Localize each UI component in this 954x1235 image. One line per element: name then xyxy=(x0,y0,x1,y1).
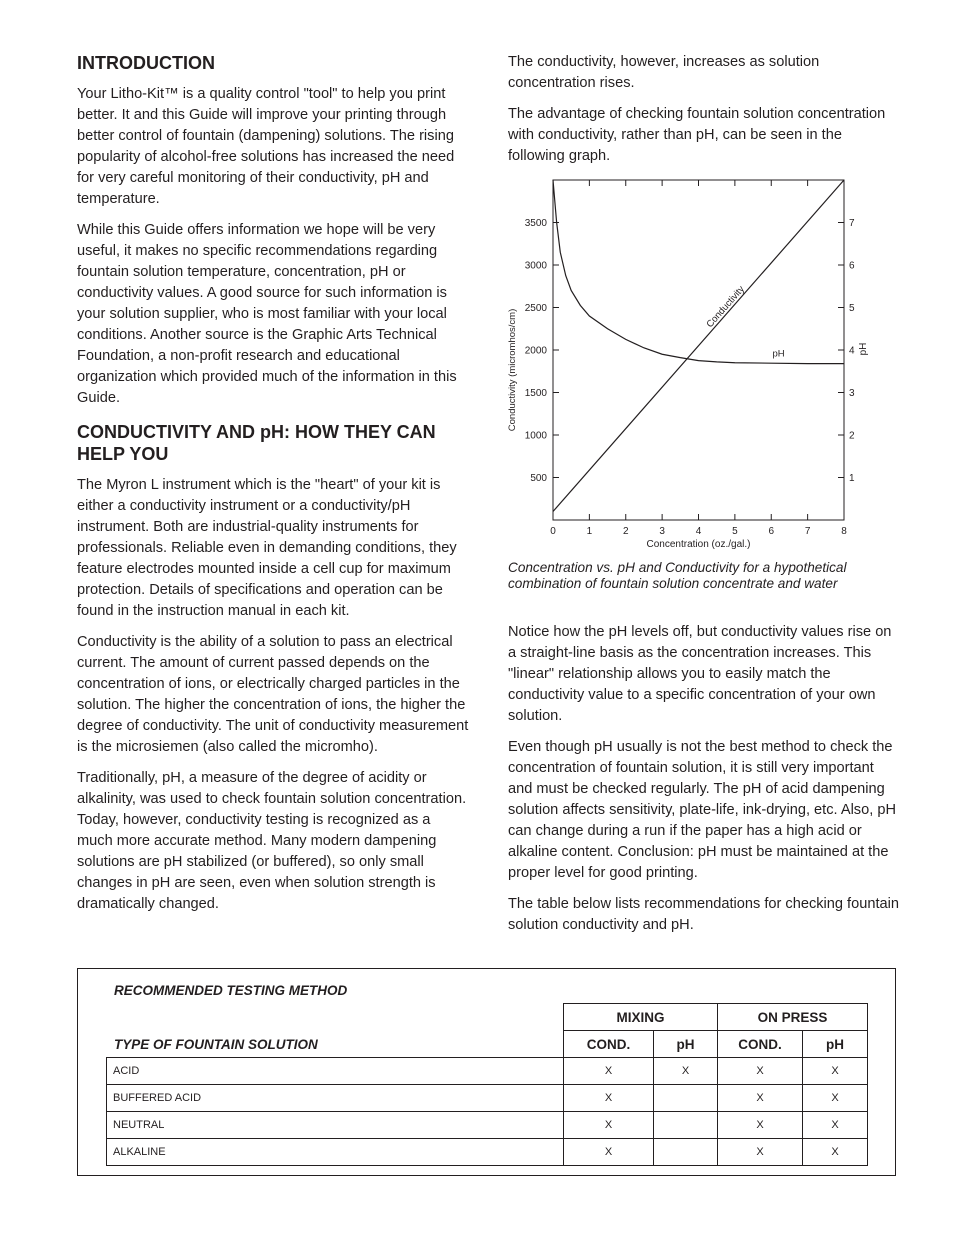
x-axis-label: Concentration (oz./gal.) xyxy=(646,539,751,550)
cell-mix-cond: X xyxy=(564,1085,654,1112)
x-tick-label: 1 xyxy=(586,526,593,537)
cell-press-cond: X xyxy=(718,1085,803,1112)
table-row xyxy=(107,1112,868,1139)
x-tick-label: 0 xyxy=(550,526,556,537)
chart-ticks xyxy=(553,180,844,520)
y2-axis-label: pH xyxy=(858,342,869,356)
right-column-upper xyxy=(508,52,900,177)
table-row xyxy=(107,1139,868,1166)
series-conductivity-line xyxy=(553,180,844,512)
cell-mix-cond: X xyxy=(564,1058,654,1085)
chart-series xyxy=(553,180,844,512)
cell-mix-ph: X xyxy=(654,1058,718,1085)
x-tick-label: 8 xyxy=(841,526,847,537)
row-label: BUFFERED ACID xyxy=(107,1085,564,1112)
right-paragraph-4: Even though pH usually is not the best method to check the concentration of fountain solution, it is still very important and must be checked regularly. The pH of acid dampening solution affects sensitivity, plate-life, ink-drying, etc. Also, pH can change during a run if the paper has a high acid or alkaline content. Conclusion: pH must be maintained at the proper level for good printing. xyxy=(508,739,896,881)
right-paragraph-5: The table below lists recommendations for checking fountain solution conductivity and pH. xyxy=(508,896,899,933)
series-ph-line xyxy=(553,180,844,364)
left-column xyxy=(77,52,469,925)
cell-mix-ph xyxy=(654,1112,718,1139)
x-tick-label: 3 xyxy=(659,526,665,537)
right-paragraph-2: The advantage of checking fountain solution concentration with conductivity, rather than pH, can be seen in the following graph. xyxy=(508,106,886,164)
x-tick-label: 2 xyxy=(622,526,629,537)
col-press-ph: pH xyxy=(803,1031,868,1058)
x-tick-label: 7 xyxy=(804,526,811,537)
y-tick-label: 1500 xyxy=(524,388,547,399)
col-mixing-cond: COND. xyxy=(564,1031,654,1058)
chart-axes xyxy=(553,180,844,520)
y-tick-label: 2000 xyxy=(524,345,547,357)
cell-mix-cond: X xyxy=(564,1112,654,1139)
y-tick-label: 3000 xyxy=(524,260,547,272)
conductivity-paragraph-2: Conductivity is the ability of a solution to pass an electrical current. The amount of current passed depends on the concentration of ions, or electrically charged particles in the solution. The higher the concentration of ions, the higher the degree of conductivity. The unit of conductivity measurement is the microsiemen (also called the micromho). xyxy=(77,634,469,755)
y-axis-label: Conductivity (micromhos/cm) xyxy=(507,308,518,432)
series-conductivity-label: Conductivity xyxy=(704,283,747,331)
cell-press-cond: X xyxy=(718,1058,803,1085)
table-grid xyxy=(106,1003,868,1166)
cell-press-ph: X xyxy=(803,1112,868,1139)
plot-frame xyxy=(553,180,844,520)
row-label: NEUTRAL xyxy=(107,1112,564,1139)
intro-heading: INTRODUCTION xyxy=(77,53,215,73)
cell-press-ph: X xyxy=(803,1085,868,1112)
right-column-lower xyxy=(508,622,900,946)
intro-paragraph-1: Your Litho-Kit™ is a quality control "tool" to help you print better. It and this Guide will improve your printing through better control of fountain (dampening) solutions. The rising popularity of alcohol-free solutions has increased the need for very careful monitoring of their conductivity, pH and temperature. xyxy=(77,86,455,207)
col-press-cond: COND. xyxy=(718,1031,803,1058)
x-tick-label: 5 xyxy=(732,526,738,537)
table-row xyxy=(107,1085,868,1112)
right-paragraph-1: The conductivity, however, increases as solution concentration rises. xyxy=(508,54,820,91)
y-tick-label: 3500 xyxy=(524,218,547,229)
group-mixing: MIXING xyxy=(564,1004,718,1031)
table-type-label: TYPE OF FOUNTAIN SOLUTION xyxy=(114,1037,318,1052)
cell-press-ph: X xyxy=(803,1139,868,1166)
chart-caption: Concentration vs. pH and Conductivity for a hypothetical combination of fountain solution concentrate and water xyxy=(508,560,847,591)
cell-mix-cond: X xyxy=(564,1139,654,1166)
concentration-chart xyxy=(505,172,875,552)
y2-tick-label: 1 xyxy=(849,473,855,484)
conductivity-paragraph-1: The Myron L instrument which is the "heart" of your kit is either a conductivity instrument or a conductivity/pH instrument. Both are industrial-quality instruments for professionals. Reliable even in demanding conditions, they feature electrodes mounted inside a cell cup for maximum protection. Details of specifications and operation can be found in the instruction manual in each kit. xyxy=(77,477,457,619)
x-tick-label: 4 xyxy=(695,526,702,537)
testing-method-table xyxy=(77,968,896,1176)
cell-mix-ph xyxy=(654,1085,718,1112)
row-label: ALKALINE xyxy=(107,1139,564,1166)
y2-tick-label: 5 xyxy=(849,303,855,314)
y2-tick-label: 3 xyxy=(849,388,855,399)
y2-tick-label: 2 xyxy=(849,430,855,442)
y2-tick-label: 6 xyxy=(849,260,855,272)
group-on-press: ON PRESS xyxy=(718,1004,868,1031)
y2-tick-label: 7 xyxy=(849,218,855,229)
series-ph-label: pH xyxy=(772,348,785,360)
conductivity-heading: CONDUCTIVITY AND pH: HOW THEY CAN HELP YOU xyxy=(77,422,436,464)
y-tick-label: 2500 xyxy=(524,303,547,314)
chart-labels xyxy=(507,218,869,550)
y2-tick-label: 4 xyxy=(849,345,855,357)
cell-mix-ph xyxy=(654,1139,718,1166)
conductivity-paragraph-3: Traditionally, pH, a measure of the degree of acidity or alkalinity, was used to check fountain solution concentration. Today, however, conductivity testing is recognized as a much more accurate method. Many modern dampening solutions are pH stabilized (or buffered), so only small changes in pH are seen, even when solution strength is dramatically changed. xyxy=(77,770,467,912)
right-paragraph-3: Notice how the pH levels off, but conductivity values rise on a straight-line basis as the concentration increases. This "linear" relationship allows you to easily match the conductivity value to a specific concentration of your own solution. xyxy=(508,624,892,724)
intro-paragraph-2: While this Guide offers information we hope will be very useful, it makes no specific recommendations regarding fountain solution temperature, concentration, pH or conductivity values. A good source for such information is your solution supplier, who is most familiar with your local conditions. Another source is the Graphic Arts Technical Foundation, a non-profit research and educational organization which provided much of the information in this Guide. xyxy=(77,222,457,406)
y-tick-label: 500 xyxy=(530,473,547,484)
chart-svg xyxy=(505,172,875,552)
x-tick-label: 6 xyxy=(768,526,775,537)
col-mixing-ph: pH xyxy=(654,1031,718,1058)
cell-press-cond: X xyxy=(718,1112,803,1139)
cell-press-cond: X xyxy=(718,1139,803,1166)
y-tick-label: 1000 xyxy=(524,430,547,442)
table-title: RECOMMENDED TESTING METHOD xyxy=(114,983,348,998)
row-label: ACID xyxy=(107,1058,564,1085)
cell-press-ph: X xyxy=(803,1058,868,1085)
table-row xyxy=(107,1058,868,1085)
